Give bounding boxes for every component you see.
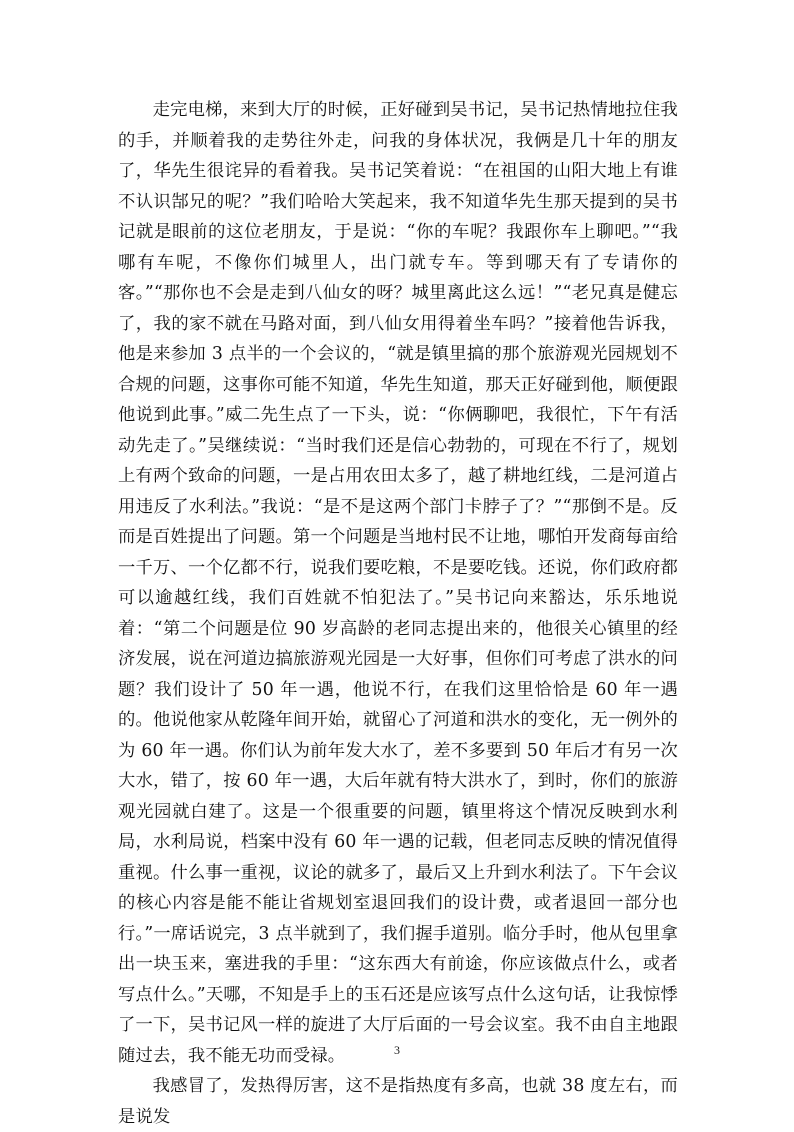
paragraph-1: 走完电梯，来到大厅的时候，正好碰到吴书记，吴书记热情地拉住我的手，并顺着我的走势往外走，问我的身体状况，我俩是几十年的朋友了，华先生很诧异的看着我。吴书记笑着说：“在祖国的山阳大地上有谁不认识郜兄的呢？”我们哈哈大笑起来，我不知道华先生那天提到的吴书记就是眼前的这位老朋友，于是说：“你的车呢？我跟你车上聊吧。”“我哪有车呢，不像你们城里人，出门就专车。等到哪天有了专请你的客。”“那你也不会是走到八仙女的呀？城里离此这么远！”“老兄真是健忘了，我的家不就在马路对面，到八仙女用得着坐车吗？”接着他告诉我，他是来参加 3 点半的一个会议的，“就是镇里搞的那个旅游观光园规划不合规的问题，这事你可能不知道，华先生知道，那天正好碰到他，顺便跟他说到此事。”威二先生点了一下头，说：“你俩聊吧，我很忙，下午有活动先走了。”吴继续说：“当时我们还是信心勃勃的，可现在不行了，规划上有两个致命的问题，一是占用农田太多了，越了耕地红线，二是河道占用违反了水利法。”我说：“是不是这两个部门卡脖子了？”“那倒不是。反而是百姓提出了问题。第一个问题是当地村民不让地，哪怕开发商每亩给一千万、一个亿都不行，说我们要吃粮，不是要吃钱。还说，你们政府都可以逾越红线，我们百姓就不怕犯法了。”吴书记向来豁达，乐乐地说着：“第二个问题是位 90 岁高龄的老同志提出来的，他很关心镇里的经济发展，说在河道边搞旅游观光园是一大好事，但你们可考虑了洪水的问题？我们设计了 50 年一遇，他说不行，在我们这里恰恰是 60 年一遇的。他说他家从乾隆年间开始，就留心了河道和洪水的变化，无一例外的为 60 年一遇。你们认为前年发大水了，差不多要到 50 年后才有另一次大水，错了，按 60 年一遇，大后年就有特大洪水了，到时，你们的旅游观光园就白建了。这是一个很重要的问题，镇里将这个情况反映到水利局，水利局说，档案中没有 60 年一遇的记载，但老同志反映的情况值得重视。什么事一重视，议论的就多了，最后又上升到水利法了。下午会议的核心内容是能不能让省规划室退回我们的设计费，或者退回一部分也行。”一席话说完，3 点半就到了，我们握手道别。临分手时，他从包里拿出一块玉来，塞进我的手里：“这东西大有前途，你应该做点什么，或者写点什么。”天哪，不知是手上的玉石还是应该写点什么这句话，让我惊悸了一下，吴书记风一样的旋进了大厅后面的一号会议室。我不由自主地跟随过去，我不能无功而受禄。 <box>118 100 678 1066</box>
page-number: 3 <box>394 1043 400 1057</box>
body-text <box>118 95 678 1132</box>
paragraph-2: 我感冒了，发热得厉害，这不是指热度有多高，也就 38 度左右，而是说发 <box>118 1076 678 1127</box>
